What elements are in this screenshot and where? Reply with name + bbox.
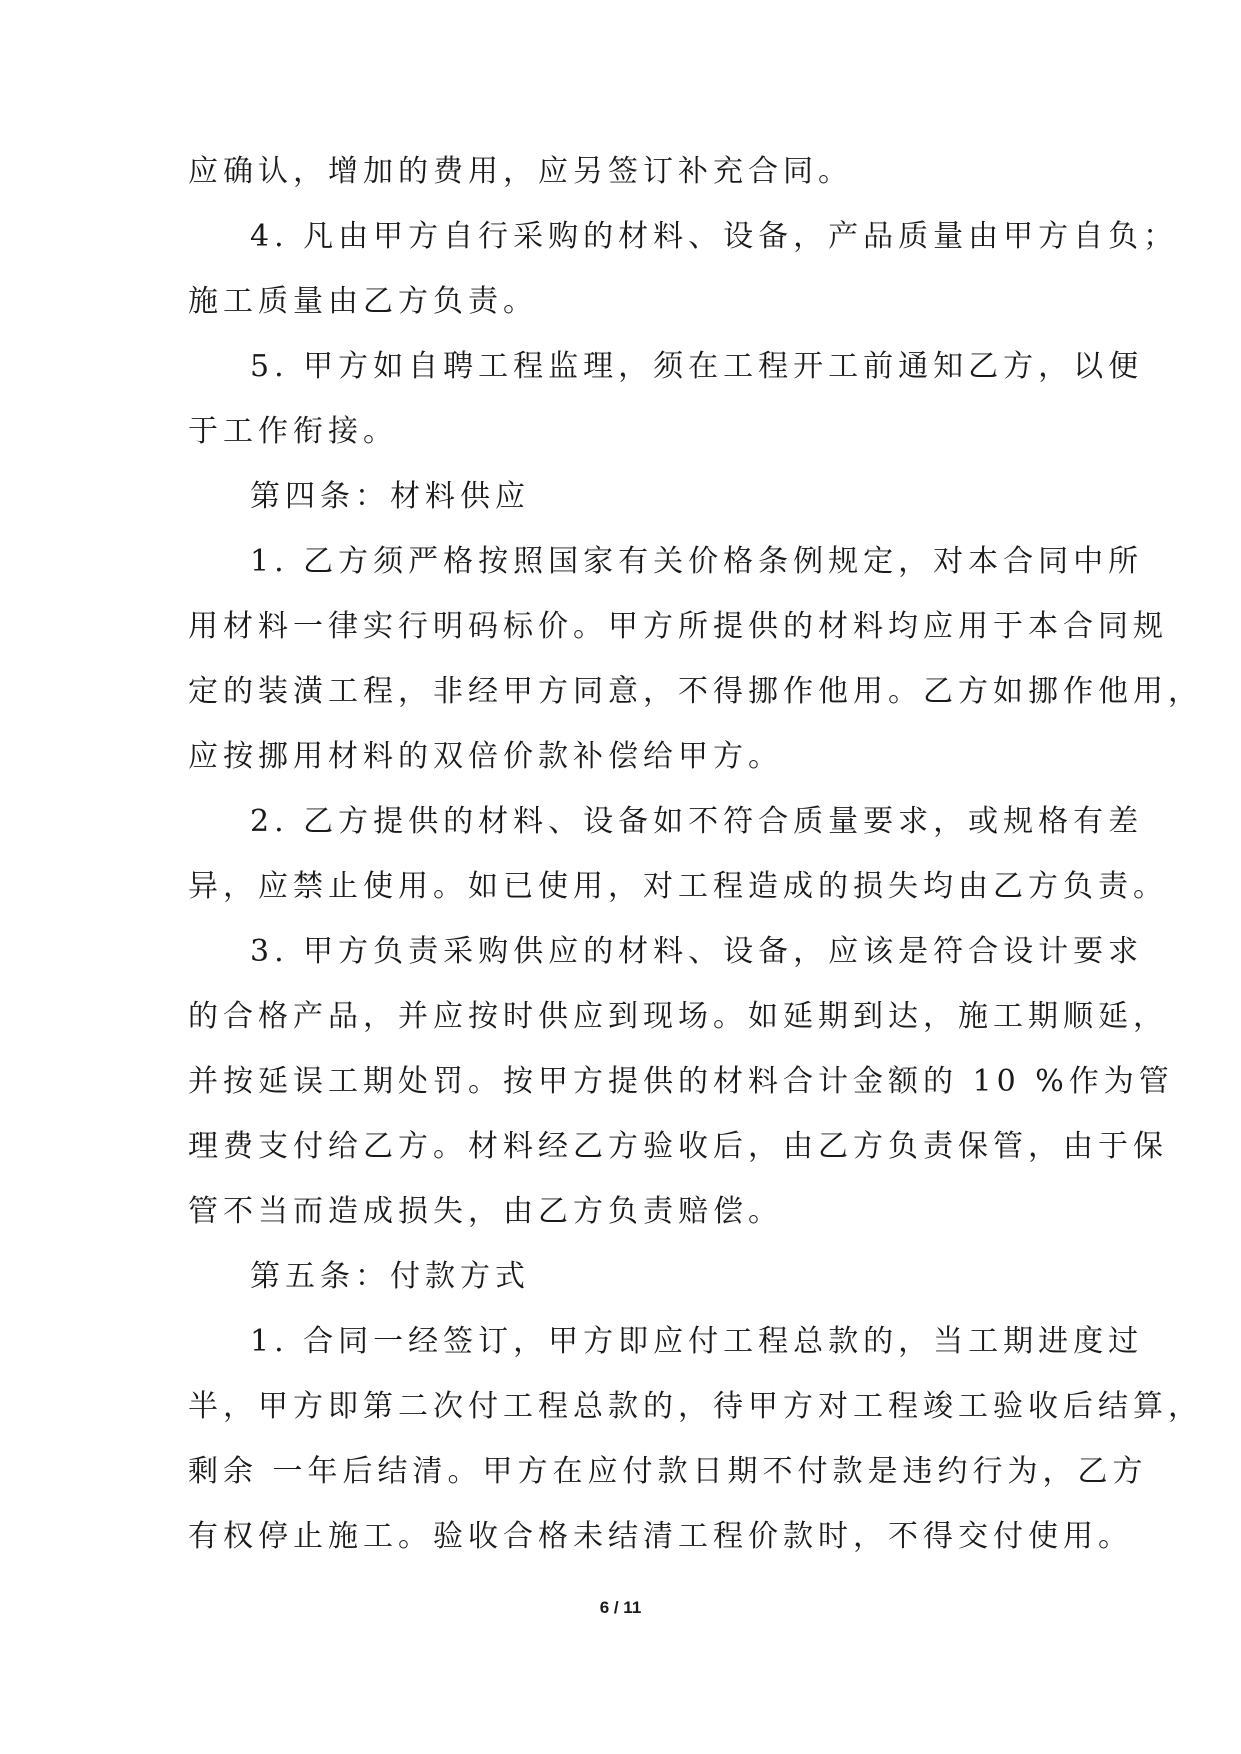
paragraph-line: 2. 乙方提供的材料、设备如不符合质量要求，或规格有差 [250, 804, 1144, 839]
paragraph-line: 用材料一律实行明码标价。甲方所提供的材料均应用于本合同规 [188, 609, 1168, 644]
paragraph-line: 理费支付给乙方。材料经乙方验收后，由乙方负责保管，由于保 [188, 1129, 1168, 1164]
document-body [188, 152, 1203, 1557]
paragraph-line: 应确认，增加的费用，应另签订补充合同。 [188, 154, 853, 189]
paragraph-line: 并按延误工期处罚。按甲方提供的材料合计金额的 10 %作为管 [188, 1064, 1174, 1099]
paragraph-line: 1. 合同一经签订，甲方即应付工程总款的，当工期进度过 [250, 1324, 1144, 1359]
paragraph-line: 剩余 一年后结清。甲方在应付款日期不付款是违约行为，乙方 [188, 1454, 1148, 1489]
paragraph-line: 5. 甲方如自聘工程监理，须在工程开工前通知乙方，以便 [250, 349, 1144, 384]
section-heading: 第五条：付款方式 [250, 1259, 530, 1294]
paragraph-line: 于工作衔接。 [188, 414, 398, 449]
page-number: 6 / 11 [599, 1598, 642, 1617]
section-heading: 第四条：材料供应 [250, 479, 530, 514]
paragraph-line: 4. 凡由甲方自行采购的材料、设备，产品质量由甲方自负； [250, 219, 1179, 254]
paragraph-line: 有权停止施工。验收合格未结清工程价款时，不得交付使用。 [188, 1519, 1133, 1554]
paragraph-line: 施工质量由乙方负责。 [188, 284, 538, 319]
paragraph-line: 3. 甲方负责采购供应的材料、设备，应该是符合设计要求 [250, 934, 1144, 969]
paragraph-line: 的合格产品，并应按时供应到现场。如延期到达，施工期顺延， [188, 999, 1168, 1034]
paragraph-line: 异，应禁止使用。如已使用，对工程造成的损失均由乙方负责。 [188, 869, 1168, 904]
paragraph-line: 管不当而造成损失，由乙方负责赔偿。 [188, 1194, 783, 1229]
paragraph-line: 应按挪用材料的双倍价款补偿给甲方。 [188, 739, 783, 774]
paragraph-line: 1. 乙方须严格按照国家有关价格条例规定，对本合同中所 [250, 544, 1144, 579]
paragraph-line: 半，甲方即第二次付工程总款的，待甲方对工程竣工验收后结算， [188, 1389, 1203, 1424]
paragraph-line: 定的装潢工程，非经甲方同意，不得挪作他用。乙方如挪作他用， [188, 674, 1203, 709]
